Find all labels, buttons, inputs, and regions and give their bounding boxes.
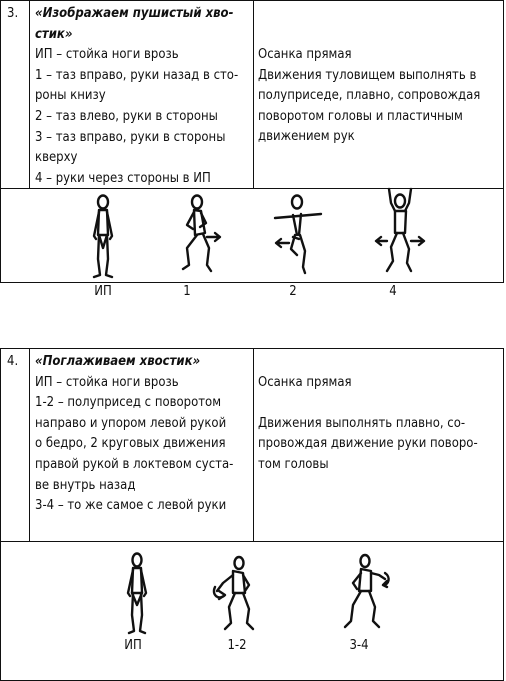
figure-label: 1-2	[227, 638, 247, 653]
description-line: 1 – таз вправо, руки назад в сто-	[35, 67, 239, 83]
description-line: направо и упором левой рукой	[35, 415, 227, 431]
exercise-notes	[254, 349, 503, 541]
figure-label: 4	[389, 284, 397, 299]
figure-label: ИП	[94, 284, 112, 299]
note-title: Осанка прямая	[258, 375, 352, 390]
stick-figure-start	[81, 193, 125, 279]
description-line: роны книзу	[35, 88, 106, 104]
note-line: поворотом головы и пластичным	[258, 108, 463, 124]
stick-figure-4	[371, 187, 427, 279]
stick-figure-2	[267, 193, 329, 279]
description-line: правой рукой в локтевом суста-	[35, 456, 234, 472]
exercise-number: 4.	[1, 349, 30, 541]
note-line: провождая движение руки поворо-	[258, 436, 478, 452]
figure-label: 2	[289, 284, 297, 299]
exercise-description	[30, 1, 254, 188]
description-line: 4 – руки через стороны в ИП	[35, 170, 211, 186]
figure-label: ИП	[124, 638, 142, 653]
description-line: 2 – таз влево, руки в стороны	[35, 108, 218, 124]
description-line: 3-4 – то же самое с левой руки	[35, 498, 227, 514]
stick-figure-1-2	[209, 555, 257, 633]
exercise-description	[30, 349, 254, 541]
note-line: Движения выполнять плавно, со-	[258, 415, 466, 431]
exercise-4-text-row	[1, 349, 503, 542]
description-line: 1-2 – полуприсед с поворотом	[35, 395, 222, 411]
note-line: движением рук	[258, 129, 355, 145]
exercise-title-cont: стик»	[35, 26, 73, 42]
exercise-4-table	[0, 348, 504, 681]
note-line: полуприседе, плавно, сопровождая	[258, 88, 481, 104]
exercise-title: «Поглаживаем хвостик»	[35, 354, 201, 369]
exercise-3-table	[0, 0, 504, 299]
exercise-number: 3.	[1, 1, 30, 188]
exercise-title: «Изображаем пушистый хво-	[35, 6, 234, 21]
stick-figure-3-4	[341, 553, 393, 633]
note-title: Осанка прямая	[258, 47, 352, 62]
exercise-3-text-row	[1, 1, 503, 189]
stick-figure-1	[173, 193, 225, 279]
exercise-notes	[254, 1, 503, 188]
note-spacer	[258, 394, 499, 414]
description-line: ве внутрь назад	[35, 477, 136, 493]
note-line: том головы	[258, 456, 329, 472]
description-line: о бедро, 2 круговых движения	[35, 436, 226, 452]
description-line: ИП – стойка ноги врозь	[35, 374, 179, 390]
description-line: ИП – стойка ноги врозь	[35, 47, 179, 63]
figure-label: 3-4	[349, 638, 369, 653]
figure-label: 1	[183, 284, 191, 299]
description-line: кверху	[35, 150, 78, 166]
description-line: 3 – таз вправо, руки в стороны	[35, 129, 226, 145]
note-line: Движения туловищем выполнять в	[258, 67, 477, 83]
stick-figure-start	[117, 551, 157, 637]
